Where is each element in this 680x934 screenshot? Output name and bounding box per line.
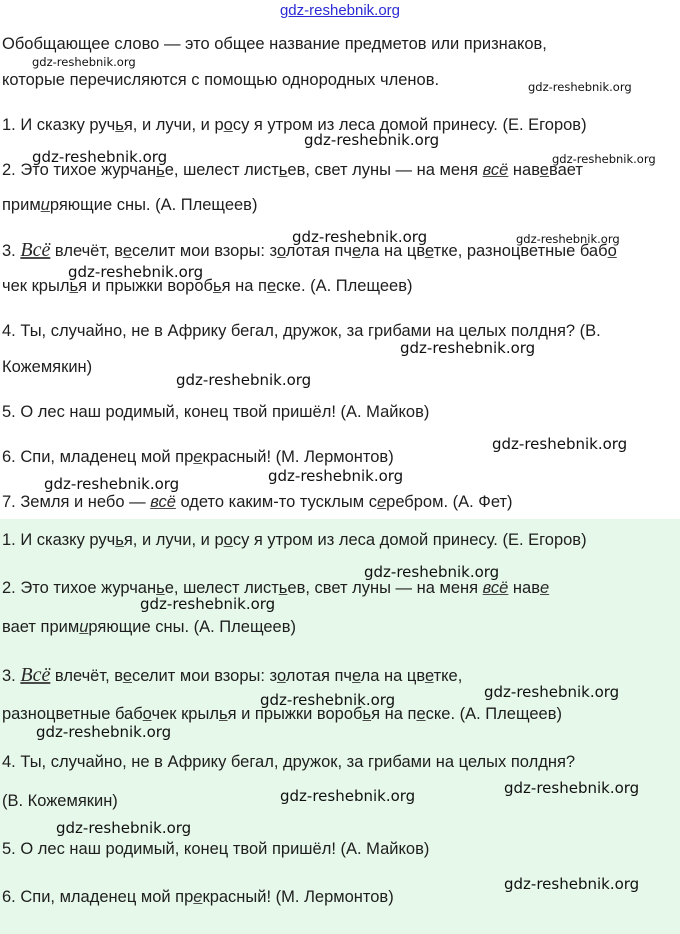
watermark: gdz-reshebnik.org (32, 55, 136, 69)
watermark: gdz-reshebnik.org (44, 475, 180, 493)
watermark: gdz-reshebnik.org (400, 339, 536, 357)
watermark: gdz-reshebnik.org (68, 263, 204, 281)
task-sentence-4-line-1: 4. Ты, случайно, не в Африку бегал, дружок, за грибами на целых полдня? (В. (2, 322, 601, 340)
watermark: gdz-reshebnik.org (504, 875, 640, 893)
task-sentence-7: 7. Земля и небо — всё одето каким-то тусклым серебром. (А. Фет) (2, 493, 513, 511)
task-sentence-5: 5. О лес наш родимый, конец твой пришёл! (А. Майков) (2, 403, 430, 421)
watermark: gdz-reshebnik.org (292, 228, 428, 246)
task-sentence-4-line-2: Кожемякин) (2, 358, 93, 376)
task-sentence-2-line-1: 2. Это тихое журчанье, шелест листьев, свет луны — на меня всё навевает (2, 161, 583, 179)
watermark: gdz-reshebnik.org (56, 819, 192, 837)
definition-line-2: которые перечисляются с помощью однородных членов. (2, 71, 440, 89)
answer-sentence-1: 1. И сказку ручья, и лучи, и росу я утром из леса домой принесу. (Е. Егоров) (2, 531, 587, 549)
answer-sentence-4-line-2: (В. Кожемякин) (2, 792, 118, 810)
watermark: gdz-reshebnik.org (304, 131, 440, 149)
answer-sentence-5: 5. О лес наш родимый, конец твой пришёл! (А. Майков) (2, 840, 430, 858)
watermark: gdz-reshebnik.org (176, 371, 312, 389)
watermark: gdz-reshebnik.org (268, 467, 404, 485)
task-sentence-6: 6. Спи, младенец мой прекрасный! (М. Лермонтов) (2, 448, 394, 466)
answer-sentence-6: 6. Спи, младенец мой прекрасный! (М. Лермонтов) (2, 888, 394, 906)
watermark: gdz-reshebnik.org (364, 563, 500, 581)
watermark: gdz-reshebnik.org (32, 148, 168, 166)
watermark: gdz-reshebnik.org (484, 683, 620, 701)
answer-sentence-3-line-1: 3. Всё влечёт, веселит мои взоры: золотая пчела на цветке, (2, 664, 463, 686)
watermark: gdz-reshebnik.org (492, 435, 628, 453)
answer-sentence-4-line-1: 4. Ты, случайно, не в Африку бегал, дружок, за грибами на целых полдня? (2, 753, 576, 771)
task-sentence-1: 1. И сказку ручья, и лучи, и росу я утром из леса домой принесу. (Е. Егоров) (2, 116, 587, 134)
watermark: gdz-reshebnik.org (36, 723, 172, 741)
watermark: gdz-reshebnik.org (552, 152, 656, 166)
answer-sentence-2-line-2: вает примиряющие сны. (А. Плещеев) (2, 618, 296, 636)
definition-line-1: Обобщающее слово — это общее название предметов или признаков, (2, 35, 547, 53)
site-link[interactable]: gdz-reshebnik.org (279, 2, 401, 19)
answer-sentence-3-line-2: разноцветные бабочек крылья и прыжки воробья на песке. (А. Плещеев) (2, 705, 562, 723)
watermark: gdz-reshebnik.org (504, 779, 640, 797)
watermark: gdz-reshebnik.org (516, 232, 620, 246)
task-sentence-3-line-1: 3. Всё влечёт, веселит мои взоры: золотая пчела на цветке, разноцветные бабо (2, 239, 617, 261)
watermark: gdz-reshebnik.org (528, 80, 632, 94)
task-sentence-2-line-2: примиряющие сны. (А. Плещеев) (2, 196, 258, 214)
watermark: gdz-reshebnik.org (140, 595, 276, 613)
task-sentence-3-line-2: чек крылья и прыжки воробья на песке. (А. Плещеев) (2, 277, 413, 295)
answer-sentence-2-line-1: 2. Это тихое журчанье, шелест листьев, свет луны — на меня всё наве (2, 579, 550, 597)
watermark: gdz-reshebnik.org (280, 787, 416, 805)
watermark: gdz-reshebnik.org (260, 691, 396, 709)
